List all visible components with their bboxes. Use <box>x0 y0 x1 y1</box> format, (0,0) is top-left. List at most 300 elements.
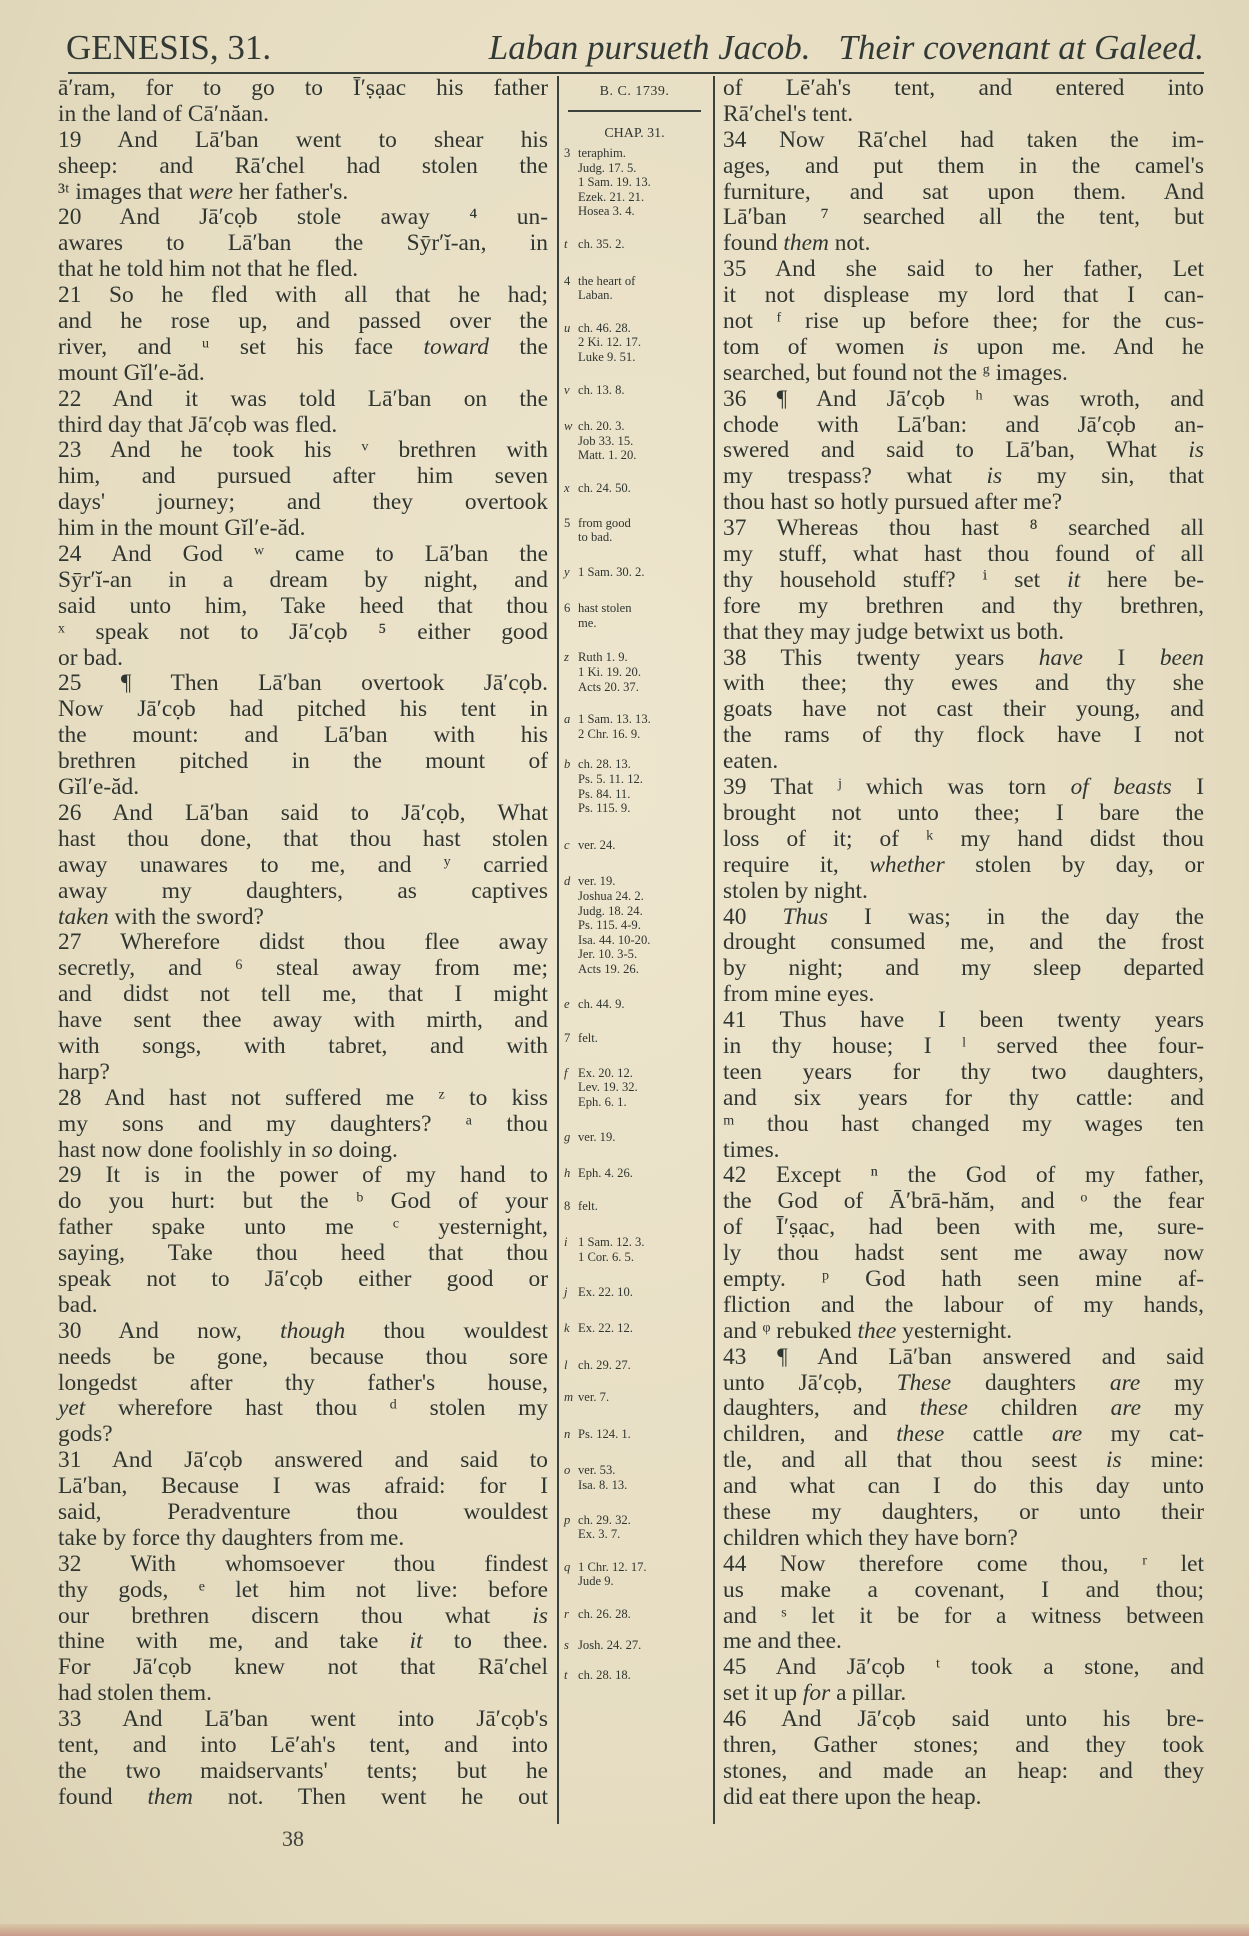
cross-reference-note <box>562 516 707 545</box>
note-line: ch. 44. 9. <box>578 996 625 1011</box>
verse-line <box>723 154 1204 180</box>
verse-line <box>723 1008 1204 1034</box>
line-text: gods? <box>58 1421 113 1448</box>
note-marker: h <box>564 1166 571 1181</box>
note-line: Job 33. 15. <box>578 433 634 448</box>
note-line: Luke 9. 51. <box>578 349 636 364</box>
verse-line <box>723 1060 1204 1086</box>
cross-reference-note <box>562 1463 707 1492</box>
verse-line <box>58 749 548 775</box>
note-line: 1 Sam. 13. 13. <box>578 712 651 727</box>
italic-supplied-word: are <box>1051 1421 1083 1448</box>
line-text: stolen by night. <box>723 877 868 904</box>
note-line: Hosea 3. 4. <box>578 204 635 219</box>
line-text: 19 And Lā′ban went to shear his <box>58 126 548 153</box>
note-line: Ps. 84. 11. <box>578 786 631 801</box>
line-text: harp? <box>58 1058 110 1085</box>
verse-line <box>723 879 1204 905</box>
chapter-summary <box>461 28 1204 68</box>
italic-supplied-word: These <box>896 1369 952 1396</box>
line-text: these my daughters, or unto their <box>723 1498 1204 1525</box>
line-text: and what can I do this day unto <box>723 1473 1204 1500</box>
line-text: teen years for thy two daughters, <box>723 1058 1204 1085</box>
line-text: take by force thy daughters from me. <box>58 1524 405 1551</box>
note-marker: q <box>564 1559 571 1574</box>
note-line: Jer. 10. 3-5. <box>578 947 638 962</box>
line-text: Lā′ban, Because I was afraid: for I <box>58 1473 548 1500</box>
line-text: thine with me, and take <box>58 1628 410 1655</box>
line-text: and ᵠ rebuked <box>723 1317 858 1344</box>
line-text: times. <box>723 1136 780 1163</box>
italic-supplied-word: are <box>1109 1369 1141 1396</box>
note-line: Ruth 1. 9. <box>578 650 628 665</box>
verse-line <box>58 1474 548 1500</box>
note-marker: e <box>564 996 570 1011</box>
verse-line <box>58 775 548 801</box>
verse-line <box>58 516 548 542</box>
left-text-column <box>58 76 548 1811</box>
note-line: Ex. 20. 12. <box>578 1065 633 1080</box>
italic-supplied-word: so <box>312 1136 333 1163</box>
note-line: Acts 19. 26. <box>578 961 639 976</box>
line-text: daughters <box>951 1369 1110 1396</box>
line-text: yesternight. <box>896 1317 1013 1344</box>
verse-line <box>723 1474 1204 1500</box>
note-line: to bad. <box>578 530 613 545</box>
verse-line <box>723 1215 1204 1241</box>
italic-supplied-word: is <box>986 463 1003 490</box>
cross-reference-note <box>562 419 707 463</box>
line-text: my stuff, what hast thou found of all <box>723 541 1204 568</box>
note-line: 2 Chr. 16. 9. <box>578 726 641 741</box>
note-line: Isa. 8. 13. <box>578 1478 628 1493</box>
note-marker: s <box>564 1637 569 1652</box>
cross-reference-note <box>562 1235 707 1264</box>
italic-supplied-word: them <box>147 1783 193 1810</box>
summary-part-2: Their covenant at Galeed. <box>838 28 1204 67</box>
line-text: do you hurt: but the ᵇ God of your <box>58 1188 548 1215</box>
verse-line <box>723 1500 1204 1526</box>
verse-line <box>723 490 1204 516</box>
verse-line <box>58 1008 548 1034</box>
verse-line <box>58 231 548 257</box>
verse-line <box>58 128 548 154</box>
margin-rule <box>568 110 701 112</box>
cross-reference-note <box>562 874 707 976</box>
line-text: hast thou done, that thou hast stolen <box>58 825 548 852</box>
line-text: 43 ¶ And Lā′ban answered and said <box>723 1343 1204 1370</box>
cross-reference-note <box>562 712 707 741</box>
note-marker: i <box>564 1235 568 1250</box>
verse-line <box>723 982 1204 1008</box>
line-text: of Lē′ah's tent, and entered into <box>723 75 1204 101</box>
line-text: ā′ram, for to go to Ī′ṣạac his father <box>58 75 548 101</box>
line-text: from mine eyes. <box>723 981 875 1008</box>
line-text: him in the mount Gĭl′e-ăd. <box>58 515 306 542</box>
verse-line <box>723 1163 1204 1189</box>
line-text: my <box>1140 1369 1204 1396</box>
verse-line <box>58 1086 548 1112</box>
line-text: 44 Now therefore come thou, ʳ let <box>723 1550 1204 1577</box>
line-text: my sin, that <box>1002 463 1205 490</box>
line-text: I <box>1082 644 1160 671</box>
verse-line <box>58 905 548 931</box>
italic-supplied-word: though <box>280 1317 346 1344</box>
note-line: Ex. 22. 10. <box>578 1284 633 1299</box>
line-text: said, Peradventure thou wouldest <box>58 1498 548 1525</box>
note-line: Jude 9. <box>578 1574 614 1589</box>
verse-line <box>723 361 1204 387</box>
verse-line <box>723 620 1204 646</box>
line-text: thy household stuff? ⁱ set <box>723 566 1068 593</box>
note-line: 1 Sam. 12. 3. <box>578 1235 645 1250</box>
note-line: 1 Chr. 12. 17. <box>578 1559 647 1574</box>
page-number: 38 <box>282 1826 304 1851</box>
cross-reference-note <box>562 146 707 219</box>
note-marker: t <box>564 1668 568 1683</box>
line-text: 46 And Jā′cọb said unto his bre- <box>723 1706 1204 1733</box>
italic-supplied-word: are <box>1110 1395 1141 1422</box>
note-line: Ps. 115. 9. <box>578 801 631 816</box>
note-line: ch. 46. 28. <box>578 320 631 335</box>
line-text: Lā′ban ⁷ searched all the tent, but <box>723 204 1204 231</box>
line-text: the <box>488 333 548 360</box>
line-text: 45 And Jā′cọb ᵗ took a stone, and <box>723 1654 1204 1681</box>
verse-line <box>723 801 1204 827</box>
note-line: Eph. 6. 1. <box>578 1094 627 1109</box>
cross-reference-note <box>562 1390 707 1405</box>
line-text: our brethren discern thou what <box>58 1602 533 1629</box>
note-line: from good <box>578 515 631 530</box>
verse-line <box>723 1785 1204 1811</box>
note-marker: b <box>564 757 571 772</box>
line-text: 33 And Lā′ban went into Jā′cọb's <box>58 1706 548 1733</box>
cross-reference-note <box>562 481 707 496</box>
note-marker: d <box>564 874 571 889</box>
line-text: ˣ speak not to Jā′cọb ⁵ either good <box>58 618 548 645</box>
note-line: ver. 7. <box>578 1390 610 1405</box>
verse-line <box>58 1345 548 1371</box>
verse-line <box>723 335 1204 361</box>
line-text: my sons and my daughters? ᵃ thou <box>58 1110 548 1137</box>
header-rule <box>68 72 1204 74</box>
verse-line <box>58 853 548 879</box>
line-text: in the land of Cā′năan. <box>58 100 270 127</box>
italic-supplied-word: them <box>783 230 829 257</box>
verse-line <box>58 413 548 439</box>
verse-line <box>58 1578 548 1604</box>
line-text: ᵐ thou hast changed my wages ten <box>723 1110 1204 1137</box>
line-text: Rā′chel's tent. <box>723 100 854 127</box>
note-marker: n <box>564 1426 571 1441</box>
line-text: 31 And Jā′cọb answered and said to <box>58 1447 548 1474</box>
verse-line <box>58 1319 548 1345</box>
note-marker: 6 <box>564 601 571 616</box>
cross-reference-note <box>562 1427 707 1442</box>
verse-line <box>58 1552 548 1578</box>
line-text: fliction and the labour of my hands, <box>723 1291 1204 1318</box>
italic-supplied-word: whether <box>869 851 945 878</box>
verse-line <box>58 1707 548 1733</box>
note-line: Ex. 22. 12. <box>578 1321 633 1336</box>
italic-supplied-word: have <box>1038 644 1083 671</box>
verse-line <box>723 568 1204 594</box>
note-marker: t <box>564 236 568 251</box>
line-text: thren, Gather stones; and they took <box>723 1732 1204 1758</box>
verse-line <box>58 1293 548 1319</box>
line-text: my <box>1140 1395 1204 1422</box>
line-text: 22 And it was told Lā′ban on the <box>58 385 548 412</box>
line-text: by night; and my sleep departed <box>723 955 1204 982</box>
verse-line <box>723 1733 1204 1759</box>
line-text: 34 Now Rā′chel had taken the im- <box>723 126 1204 153</box>
verse-line <box>723 853 1204 879</box>
line-text: 20 And Jā′cọb stole away ⁴ un- <box>58 204 548 231</box>
note-marker: z <box>564 650 569 665</box>
italic-supplied-word: toward <box>423 333 489 360</box>
verse-line <box>723 516 1204 542</box>
cross-reference-note <box>562 757 707 815</box>
verse-line <box>58 102 548 128</box>
running-header <box>66 22 1204 72</box>
verse-line <box>723 749 1204 775</box>
line-text: found <box>723 230 784 257</box>
verse-line <box>723 1604 1204 1630</box>
note-line: me. <box>578 615 597 630</box>
line-text: goats have not cast their young, and <box>723 696 1204 723</box>
line-text: not ᶠ rise up before thee; for the cus- <box>723 308 1204 335</box>
verse-line <box>58 697 548 723</box>
line-text: me and thee. <box>723 1628 842 1655</box>
line-text: my cat- <box>1082 1421 1205 1448</box>
verse-line <box>723 1526 1204 1552</box>
verse-line <box>58 1163 548 1189</box>
line-text: eaten. <box>723 748 779 775</box>
line-text: not. Then went he out <box>192 1783 548 1810</box>
line-text: 37 Whereas thou hast ⁸ searched all <box>723 515 1204 542</box>
verse-line <box>723 1189 1204 1215</box>
verse-line <box>723 1086 1204 1112</box>
note-marker: 3 <box>564 146 571 160</box>
verse-line <box>58 1371 548 1397</box>
verse-line <box>723 387 1204 413</box>
line-text: 39 That ʲ which was torn <box>723 774 1071 801</box>
verse-line <box>723 671 1204 697</box>
italic-supplied-word: were <box>188 178 233 205</box>
verse-line <box>723 180 1204 206</box>
italic-supplied-word: it <box>1067 566 1081 593</box>
verse-line <box>58 309 548 335</box>
verse-line <box>58 1241 548 1267</box>
note-line: ver. 24. <box>578 837 616 852</box>
verse-line <box>58 542 548 568</box>
line-text: that they may judge betwixt us both. <box>723 618 1065 645</box>
line-text: had stolen them. <box>58 1680 212 1707</box>
note-line: Ps. 5. 11. 12. <box>578 772 643 787</box>
verse-line <box>723 1707 1204 1733</box>
note-marker: 8 <box>564 1198 571 1213</box>
column-divider-left <box>557 76 559 1824</box>
line-text: furniture, and sat upon them. And <box>723 178 1204 205</box>
verse-line <box>723 1034 1204 1060</box>
verse-line <box>723 1396 1204 1422</box>
note-line: ver. 53. <box>578 1463 616 1478</box>
verse-line <box>58 283 548 309</box>
note-marker: g <box>564 1129 571 1144</box>
line-text: the rams of thy flock have I not <box>723 722 1204 749</box>
italic-supplied-word: been <box>1159 644 1204 671</box>
verse-line <box>723 309 1204 335</box>
italic-supplied-word: is <box>532 1602 548 1629</box>
line-text: upon me. And he <box>948 333 1204 360</box>
note-line: Eph. 4. 26. <box>578 1166 633 1181</box>
note-line: felt. <box>578 1031 598 1046</box>
verse-line <box>58 982 548 1008</box>
note-line: ch. 26. 28. <box>578 1607 631 1622</box>
line-text: secretly, and ⁶ steal away from me; <box>58 955 548 982</box>
cross-reference-note <box>562 237 707 252</box>
cross-reference-note <box>562 1199 707 1214</box>
date-label: B. C. 1739. <box>599 84 670 99</box>
verse-line <box>58 490 548 516</box>
line-text: the God of Ā′brā-hăm, and ᵒ the fear <box>723 1188 1204 1215</box>
verse-line <box>58 1759 548 1785</box>
line-text: ³ᵗ images that <box>58 178 189 205</box>
right-text-column <box>723 76 1204 1811</box>
line-text: 24 And God ʷ came to Lā′ban the <box>58 541 548 568</box>
line-text: 36 ¶ And Jā′cọb ʰ was wroth, and <box>723 385 1204 412</box>
line-text: 21 So he fled with all that he had; <box>58 282 548 309</box>
line-text: loss of it; of ᵏ my hand didst thou <box>723 825 1204 852</box>
cross-reference-note <box>562 1513 707 1542</box>
verse-line <box>58 1785 548 1811</box>
line-text: away unawares to me, and ʸ carried <box>58 851 548 878</box>
cross-reference-note <box>562 1285 707 1300</box>
verse-line <box>723 697 1204 723</box>
italic-supplied-word: Thus <box>782 903 828 930</box>
note-marker: j <box>564 1284 568 1299</box>
note-line: Matt. 1. 20. <box>578 448 637 463</box>
line-text: 30 And now, <box>58 1317 281 1344</box>
line-text: Sȳr′ĭ-an in a dream by night, and <box>58 566 548 593</box>
line-text: Now Jā′cọb had pitched his tent in <box>58 696 548 723</box>
line-text: chode with Lā′ban: and Jā′cọb an- <box>723 411 1204 438</box>
line-text: searched, but found not the ᵍ images. <box>723 359 1068 386</box>
verse-line <box>58 1215 548 1241</box>
line-text: tent, and into Lē′ah's tent, and into <box>58 1732 548 1758</box>
verse-line <box>58 1189 548 1215</box>
verse-line <box>723 1112 1204 1138</box>
verse-line <box>723 1422 1204 1448</box>
cross-reference-note <box>562 1130 707 1145</box>
note-marker: a <box>564 712 571 727</box>
cross-reference-note <box>562 274 707 303</box>
line-text: and six years for thy cattle: and <box>723 1084 1204 1111</box>
note-line: Ex. 3. 7. <box>578 1527 621 1542</box>
cross-reference-note <box>562 383 707 398</box>
verse-line <box>58 1500 548 1526</box>
line-text: tom of women <box>723 333 933 360</box>
line-text: Gĭl′e-ăd. <box>58 774 140 801</box>
line-text: 29 It is in the power of my hand to <box>58 1162 548 1189</box>
note-line: Ps. 115. 4-9. <box>578 918 641 933</box>
line-text: daughters, and <box>723 1395 920 1422</box>
line-text: the mount: and Lā′ban with his <box>58 722 548 749</box>
line-text: I was; in the day the <box>827 903 1204 930</box>
line-text: with thee; thy ewes and thy she <box>723 670 1204 697</box>
note-marker: r <box>564 1607 569 1622</box>
verse-line <box>58 1604 548 1630</box>
cross-reference-note <box>562 1066 707 1110</box>
line-text: and ˢ let it be for a witness between <box>723 1602 1204 1629</box>
line-text: us make a covenant, I and thou; <box>723 1576 1204 1603</box>
line-text: third day that Jā′cọb was fled. <box>58 411 338 438</box>
italic-supplied-word: taken <box>58 903 109 930</box>
line-text: brethren pitched in the mount of <box>58 748 548 775</box>
line-text: river, and ᵘ set his face <box>58 333 424 360</box>
note-line: ch. 28. 13. <box>578 757 631 772</box>
line-text: drought consumed me, and the frost <box>723 929 1204 956</box>
verse-line <box>723 827 1204 853</box>
verse-line <box>58 1422 548 1448</box>
italic-supplied-word: thee <box>857 1317 897 1344</box>
line-text: found <box>58 1783 148 1810</box>
line-text: brought not unto thee; I bare the <box>723 799 1204 826</box>
note-line: ch. 35. 2. <box>578 236 625 251</box>
verse-line <box>58 1629 548 1655</box>
line-text: sheep: and Rā′chel had stolen the <box>58 152 548 179</box>
book-chapter-heading: GENESIS, 31. <box>66 28 272 67</box>
page-edge <box>0 1924 1249 1936</box>
line-text: 38 This twenty years <box>723 644 1039 671</box>
line-text: her father's. <box>232 178 349 205</box>
verse-line <box>723 1629 1204 1655</box>
line-text: in thy house; I ˡ served thee four- <box>723 1032 1204 1059</box>
line-text: empty. ᵖ God hath seen mine af- <box>723 1265 1204 1292</box>
cross-reference-note <box>562 1358 707 1373</box>
note-marker: m <box>564 1390 574 1405</box>
verse-line <box>58 568 548 594</box>
note-marker: u <box>564 320 571 335</box>
verse-line <box>58 257 548 283</box>
note-line: ch. 28. 18. <box>578 1668 631 1683</box>
verse-line <box>58 646 548 672</box>
verse-line <box>58 620 548 646</box>
line-text: ages, and put them in the camel's <box>723 152 1204 179</box>
cross-reference-note <box>562 650 707 694</box>
note-line: ch. 24. 50. <box>578 480 631 495</box>
line-text: For Jā′cọb knew not that Rā′chel <box>58 1654 548 1681</box>
verse-line <box>723 956 1204 982</box>
note-marker: w <box>564 419 573 434</box>
verse-line <box>58 1138 548 1164</box>
line-text: ly thou hadst sent me away now <box>723 1240 1204 1267</box>
line-text: said unto him, Take heed that thou <box>58 592 548 619</box>
verse-line <box>723 1267 1204 1293</box>
line-text: the two maidservants' tents; but he <box>58 1757 548 1784</box>
line-text: cattle <box>944 1421 1052 1448</box>
note-line: 2 Ki. 12. 17. <box>578 335 641 350</box>
verse-line <box>58 1112 548 1138</box>
verse-line <box>723 723 1204 749</box>
line-text: needs be gone, because thou sore <box>58 1343 548 1370</box>
note-marker: 7 <box>564 1031 571 1046</box>
line-text: set it up <box>723 1680 803 1707</box>
verse-line <box>723 646 1204 672</box>
verse-line <box>723 930 1204 956</box>
line-text: with songs, with tabret, and with <box>58 1032 548 1059</box>
italic-supplied-word: is <box>1106 1447 1122 1474</box>
